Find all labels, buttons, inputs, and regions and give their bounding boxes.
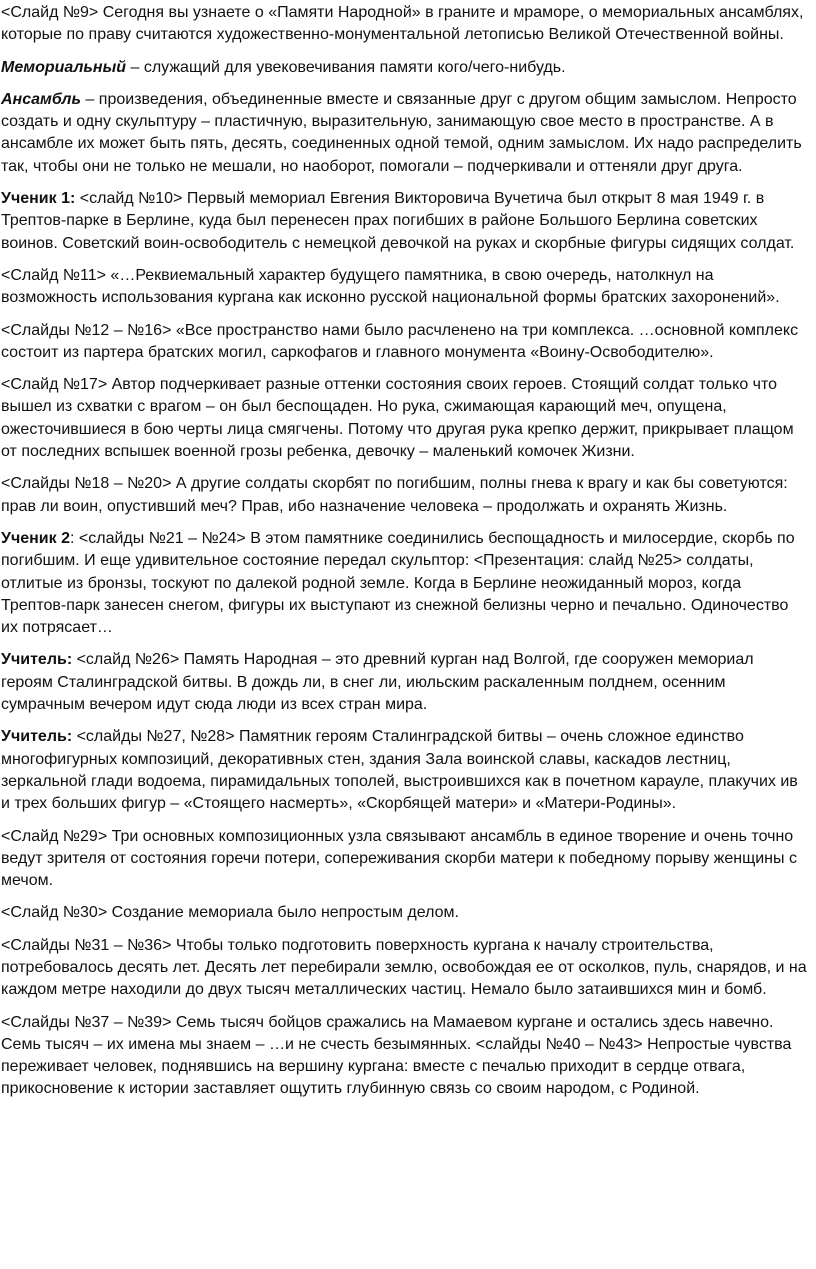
paragraph-student-1 [1, 188, 808, 255]
paragraph-text: : <слайды №21 – №24> В этом памятнике соединились беспощадность и милосердие, скорбь по погибшим. И еще удивительное состояние передал скульптор: <Презентация: слайд №25> солдаты, отлитые из бронзы, тоскуют по далекой родной земле. Когда в Берлине неожиданный мороз, когда Трептов-парк занесен снегом, фигуры их выступают из снежной белизны черно и печально. Одиночество их потрясает… [1, 529, 795, 637]
speaker-label: Ученик 2 [1, 529, 70, 547]
paragraph-text: <Слайд №17> Автор подчеркивает разные оттенки состояния своих героев. Стоящий солдат только что вышел из схватки с врагом – он был беспощаден. Но рука, сжимающая карающий меч, опущена, ожесточившиеся в бою черты лица смягчены. Потому что другая рука крепко держит, прикрывает плащом от последних вспышек военной грозы ребенка, девочку – маленький комочек Жизни. [1, 376, 794, 461]
paragraph-slide-30 [1, 902, 808, 924]
paragraph-text: <Слайды №31 – №36> Чтобы только подготовить поверхность кургана к началу строительства, потребовалось десять лет. Десять лет перебирали землю, освобождая ее от осколков, пуль, снарядов, и на каждом метре находили до двух тысяч металлических частиц. Немало было затаившихся мин и бомб. [1, 936, 807, 999]
paragraph-intro [1, 2, 808, 47]
paragraph-teacher-slides-27-28 [1, 726, 808, 815]
paragraph-text: <слайд №10> Первый мемориал Евгения Викторовича Вучетича был открыт 8 мая 1949 г. в Трептов-парке в Берлине, куда был перенесен прах погибших в районе Большого Берлина советских воинов. Советский воин-освободитель с немецкой девочкой на руках и скорбные фигуры сидящих солдат. [1, 190, 795, 252]
paragraph-text: <Слайды №12 – №16> «Все пространство нами было расчленено на три комплекса. …основной комплекс состоит из партера братских могил, саркофагов и главного монумента «Воину-Освободителю». [1, 321, 799, 361]
paragraph-slides-31-36 [1, 935, 808, 1002]
paragraph-slides-18-20 [1, 473, 808, 518]
paragraph-text: <Слайд №11> «…Реквиемальный характер будущего памятника, в свою очередь, натолкнул на возможность использования кургана как исконно русской национальной формы братских захоронений». [1, 266, 780, 307]
paragraph-teacher-slide-26 [1, 649, 808, 716]
paragraph-slide-29 [1, 826, 808, 893]
speaker-label: Ученик 1: [1, 190, 76, 208]
paragraph-text: <Слайд №30> Создание мемориала было непростым делом. [1, 904, 459, 922]
paragraph-text: <Слайды №18 – №20> А другие солдаты скорбят по погибшим, полны гнева к врагу и как бы советуются: прав ли воин, опустивший меч? Прав, ибо назначение человека – продолжать и охранять Жизнь. [1, 475, 788, 515]
paragraph-text: <слайд №26> Память Народная – это древний курган над Волгой, где сооружен мемориал героям Сталинградской битвы. В дождь ли, в снег ли, июльским раскаленным полднем, осенним сумрачным вечером идут сюда люди из всех стран мира. [1, 651, 754, 714]
paragraph-slide-17 [1, 374, 808, 463]
speaker-label: Учитель: [1, 728, 73, 746]
paragraph-slides-37-43 [1, 1012, 808, 1101]
paragraph-slide-11 [1, 265, 808, 310]
paragraph-slides-12-16 [1, 320, 808, 365]
paragraph-definition-memorial [1, 57, 808, 79]
paragraph-text: <Слайд №9> Сегодня вы узнаете о «Памяти Народной» в граните и мраморе, о мемориальных ансамблях, которые по праву считаются художественно-монументальной летописью Великой Отечественной войны. [1, 4, 804, 44]
paragraph-definition-ensemble [1, 89, 808, 178]
paragraph-text: – служащий для увековечивания памяти кого/чего-нибудь. [126, 58, 566, 76]
speaker-label: Учитель: [1, 651, 73, 669]
term-memorial: Мемориальный [1, 58, 127, 76]
paragraph-text: – произведения, объединенные вместе и связанные друг с другом общим замыслом. Непросто создать и одну скульптуру – пластичную, выразительную, занимающую свое место в пространстве. А в ансамбле их может быть пять, десять, соединенных одной темой, одним замыслом. Их надо распределить так, чтобы они не только не мешали, но наоборот, помогали – подчеркивали и оттеняли друг друга. [1, 90, 802, 175]
paragraph-student-2 [1, 528, 808, 639]
paragraph-text: <слайды №27, №28> Памятник героям Сталинградской битвы – очень сложное единство многофигурных композиций, декоративных стен, здания Зала воинской славы, каскадов лестниц, зеркальной глади водоема, пирамидальных тополей, выстроившихся как в почетном карауле, плакучих ив и трех больших фигур – «Стоящего насмерть», «Скорбящей матери» и «Матери-Родины». [1, 728, 798, 813]
paragraph-text: <Слайды №37 – №39> Семь тысяч бойцов сражались на Мамаевом кургане и остались здесь навечно. Семь тысяч – их имена мы знаем – …и не счесть безымянных. <слайды №40 – №43> Непростые чувства переживает человек, поднявшись на вершину кургана: вместе с печалью приходит в сердце отвага, прикосновение к истории заставляет ощутить глубинную связь со своим народом, с Родиной. [1, 1013, 792, 1098]
term-ensemble: Ансамбль [1, 90, 81, 108]
paragraph-text: <Слайд №29> Три основных композиционных узла связывают ансамбль в единое творение и очень точно ведут зрителя от состояния горечи потери, сопереживания скорби матери к победному порыву женщины с мечом. [1, 827, 797, 890]
